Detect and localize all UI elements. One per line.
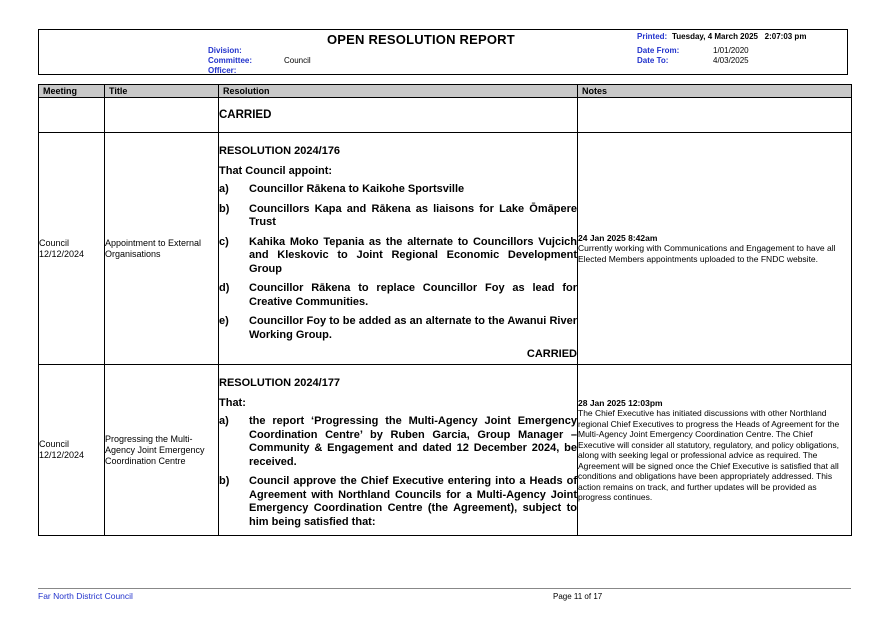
title-cell: Progressing the Multi-Agency Joint Emergency Coordination Centre xyxy=(105,365,219,536)
resolution-intro: That: xyxy=(219,397,246,409)
item-text: Councillor Rākena to replace Councillor Foy as lead for Creative Communities. xyxy=(249,282,577,308)
meeting-cell xyxy=(39,98,105,133)
division-label: Division: xyxy=(208,46,242,55)
date-from-label: Date From: xyxy=(637,46,680,55)
note-text: The Chief Executive has initiated discussions with other Northland regional Chief Executives to progress the Heads of Agreement for the Multi-Agency Joint Emergency Coordination Centre. The Chief Executive will consider all statutory, regulatory, and policy obligations, along with seeking legal or professional advice as required. The Agreement will be signed once the Chief Executive is satisfied that all conditions and obligations have been appropriately addressed. This action remains on track, and further updates will be provided as progress continues. xyxy=(578,408,840,502)
date-to-label: Date To: xyxy=(637,56,669,65)
item-label: d) xyxy=(219,282,230,294)
item-text: Councillor Rākena to Kaikohe Sportsville xyxy=(249,183,465,195)
note-date: 28 Jan 2025 12:03pm xyxy=(578,397,663,408)
report-title: OPEN RESOLUTION REPORT xyxy=(327,32,515,47)
item-label: a) xyxy=(219,415,229,427)
printed-label: Printed: xyxy=(637,32,668,41)
item-label: a) xyxy=(219,183,229,195)
committee-value: Council xyxy=(284,56,311,65)
resolution-cell xyxy=(219,98,578,133)
meeting-date: 12/12/2024 xyxy=(39,248,85,259)
meeting-cell xyxy=(39,365,105,536)
meeting-name: Council xyxy=(39,439,70,449)
resolution-item xyxy=(219,203,577,230)
resolution-item xyxy=(219,183,577,197)
col-header-title: Title xyxy=(105,85,219,98)
resolution-item xyxy=(219,236,577,277)
item-text: Council approve the Chief Executive entering into a Heads of Agreement with Northland Councils for a Multi-Agency Joint Emergency Coordination Centre (the Agreement), subject to him being satisfied that: xyxy=(249,475,577,528)
resolution-number: RESOLUTION 2024/177 xyxy=(219,377,341,389)
resolution-number: RESOLUTION 2024/176 xyxy=(219,145,341,157)
item-text: Kahika Moko Tepania as the alternate to Councillors Vujcich and Kleskovic to Joint Regional Economic Development Group xyxy=(249,235,577,275)
meeting-cell xyxy=(39,133,105,365)
footer-page-number: Page 11 of 17 xyxy=(553,592,603,601)
notes-cell xyxy=(578,133,852,365)
carried-text: CARRIED xyxy=(526,348,577,360)
resolution-intro: That Council appoint: xyxy=(219,165,333,177)
item-label: e) xyxy=(219,315,229,327)
report-header xyxy=(38,29,848,75)
carried-text: CARRIED xyxy=(219,109,272,121)
resolution-cell xyxy=(219,365,578,536)
item-label: b) xyxy=(219,202,230,215)
item-text: Councillors Kapa and Rākena as liaisons for Lake Ōmāpere Trust xyxy=(249,202,577,228)
footer-divider xyxy=(38,588,851,589)
note-date: 24 Jan 2025 8:42am xyxy=(578,232,658,243)
date-to-value: 4/03/2025 xyxy=(713,56,749,65)
item-label: b) xyxy=(219,475,230,487)
item-label: c) xyxy=(219,235,229,248)
resolution-item xyxy=(219,475,577,529)
col-header-notes: Notes xyxy=(578,85,852,98)
item-text: the report ‘Progressing the Multi-Agency Joint Emergency Coordination Centre’ by Ruben Garcia, Group Manager – Community & Engagement and dated 12 December 2024, be received. xyxy=(249,415,577,468)
table-header-row xyxy=(39,85,852,98)
resolution-item xyxy=(219,282,577,309)
meeting-name: Council xyxy=(39,237,70,248)
table-row xyxy=(39,133,852,365)
officer-label: Officer: xyxy=(208,66,237,75)
committee-label: Committee: xyxy=(208,56,253,65)
printed-value: Tuesday, 4 March 2025 2:07:03 pm xyxy=(672,32,807,41)
note-text: Currently working with Communications and Engagement to have all Elected Members appointments uploaded to the FNDC website. xyxy=(578,243,836,264)
meeting-date: 12/12/2024 xyxy=(39,450,85,460)
resolution-cell xyxy=(219,133,578,365)
col-header-meeting: Meeting xyxy=(39,85,105,98)
notes-cell xyxy=(578,98,852,133)
resolution-item xyxy=(219,415,577,469)
col-header-resolution: Resolution xyxy=(219,85,578,98)
table-row xyxy=(39,365,852,536)
resolution-item xyxy=(219,315,577,342)
table-row xyxy=(39,98,852,133)
title-cell: Appointment to External Organisations xyxy=(105,133,219,365)
resolution-table xyxy=(38,84,852,536)
item-text: Councillor Foy to be added as an alternate to the Awanui River Working Group. xyxy=(249,315,577,341)
footer-organisation: Far North District Council xyxy=(38,591,133,601)
date-from-value: 1/01/2020 xyxy=(713,46,749,55)
title-cell xyxy=(105,98,219,133)
notes-cell xyxy=(578,365,852,536)
